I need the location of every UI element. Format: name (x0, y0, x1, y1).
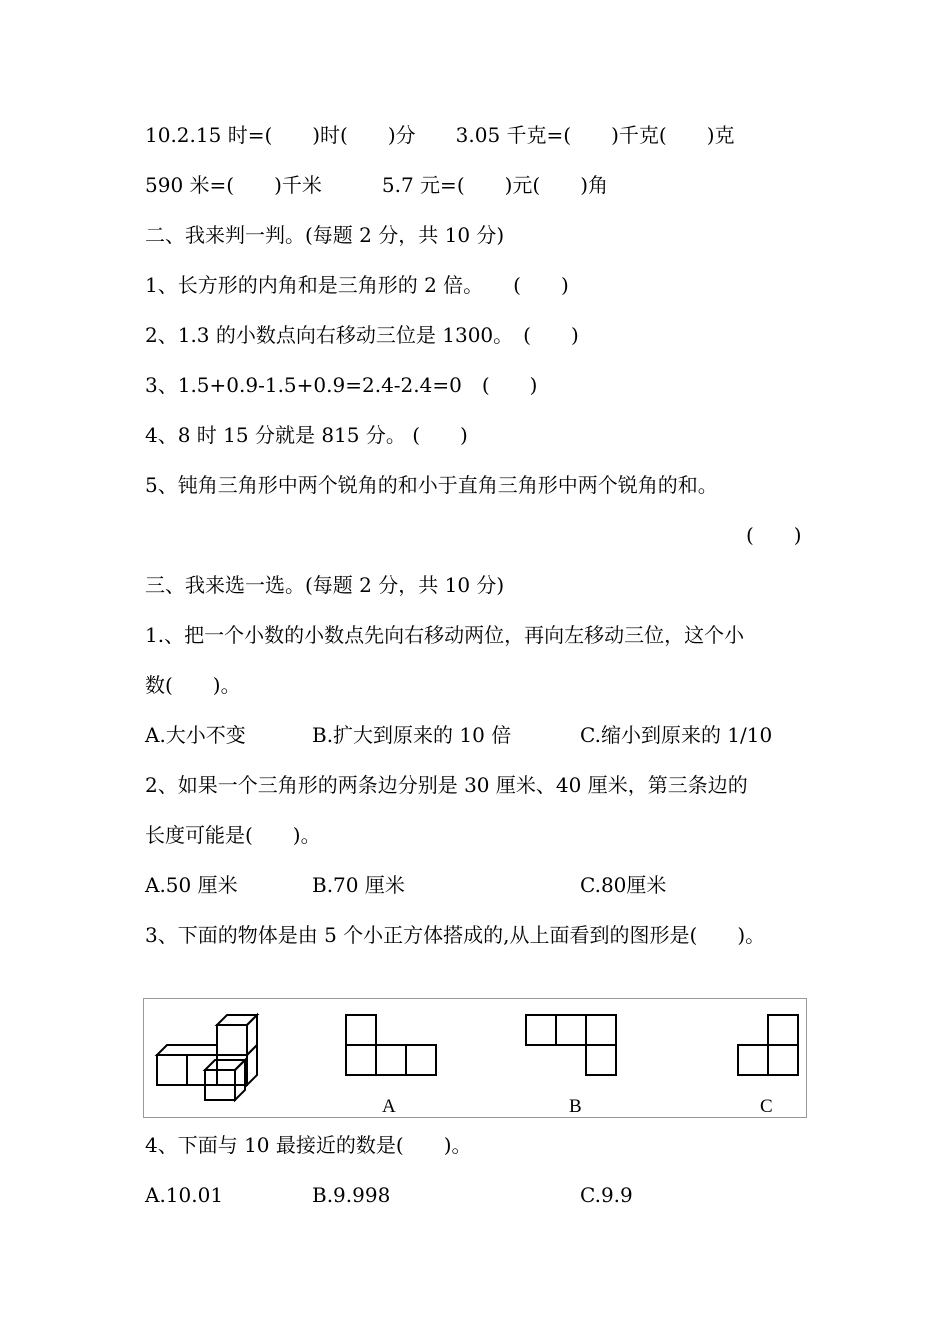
view-option-c (738, 1015, 798, 1075)
choice-q4-option-b: B.9.998 (312, 1183, 391, 1207)
cube-stack-3d (157, 1015, 257, 1100)
judge-question-2: 2、1.3 的小数点向右移动三位是 1300。 ( ) (145, 323, 579, 347)
cube-views-drawing (144, 999, 808, 1119)
choice-question-1-line-2: 数( )。 (145, 673, 241, 697)
judge-question-3: 3、1.5+0.9-1.5+0.9=2.4-2.4=0 ( ) (145, 373, 538, 397)
choice-question-2-line-2: 长度可能是( )。 (145, 823, 321, 847)
section-3-title: 三、我来选一选。(每题 2 分，共 10 分) (145, 573, 505, 597)
figure-label-a: A (382, 1096, 396, 1117)
choice-question-2-line-1: 2、如果一个三角形的两条边分别是 30 厘米、40 厘米，第三条边的 (145, 773, 748, 797)
judge-question-4: 4、8 时 15 分就是 815 分。 ( ) (145, 423, 468, 447)
figure-label-c: C (760, 1096, 773, 1117)
choice-question-4: 4、下面与 10 最接近的数是( )。 (145, 1133, 472, 1157)
fill-line-2: 590 米=( )千米 5.7 元=( )元( )角 (145, 173, 609, 197)
fill-line-1: 10.2.15 时=( )时( )分 3.05 千克=( )千克( )克 (145, 123, 735, 147)
figure-label-b: B (569, 1096, 582, 1117)
choice-question-3: 3、下面的物体是由 5 个小正方体搭成的,从上面看到的图形是( )。 (145, 923, 766, 947)
judge-question-5: 5、钝角三角形中两个锐角的和小于直角三角形中两个锐角的和。 (145, 473, 718, 497)
choice-q1-option-c: C.缩小到原来的 1/10 (580, 723, 773, 747)
cube-figure-panel (143, 998, 807, 1118)
view-option-b (526, 1015, 616, 1075)
choice-q2-option-b: B.70 厘米 (312, 873, 405, 897)
view-option-a (346, 1015, 436, 1075)
choice-q2-option-a: A.50 厘米 (145, 873, 238, 897)
choice-q4-option-c: C.9.9 (580, 1183, 633, 1207)
choice-q4-option-a: A.10.01 (145, 1183, 224, 1207)
judge-question-5-answer-paren: ( ) (746, 523, 802, 547)
judge-question-1: 1、长方形的内角和是三角形的 2 倍。 ( ) (145, 273, 569, 297)
choice-question-1-line-1: 1.、把一个小数的小数点先向右移动两位，再向左移动三位，这个小 (145, 623, 745, 647)
section-2-title: 二、我来判一判。(每题 2 分，共 10 分) (145, 223, 505, 247)
choice-q1-option-a: A.大小不变 (145, 723, 246, 747)
choice-q1-option-b: B.扩大到原来的 10 倍 (312, 723, 512, 747)
choice-q2-option-c: C.80厘米 (580, 873, 667, 897)
